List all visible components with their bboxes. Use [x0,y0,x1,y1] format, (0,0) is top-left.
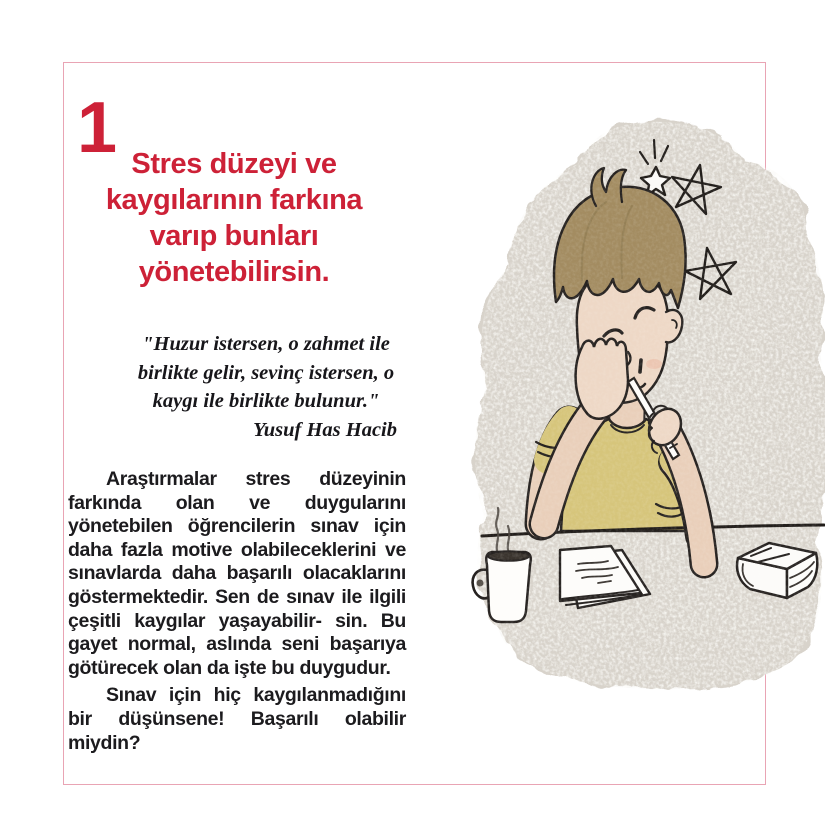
body-text [68,468,406,759]
page-title-line: kaygılarının farkına [105,184,363,216]
page-title-line: Stres düzeyi ve [131,148,337,180]
illustration-worried-student [470,112,825,694]
page-title-line: yönetebilirsin. [138,256,330,288]
quote-line: kaygı ile birlikte bulunur." [152,390,380,412]
quote-line: birlikte gelir, sevinç istersen, o [137,361,395,384]
page-title [75,146,393,290]
quote-attribution: Yusuf Has Hacib [253,418,397,441]
paragraph: Araştırmalar stres düzeyinin farkında olan ve duygularını yönetebilen öğrencilerin sınav için daha fazla motive olabileceklerini ve sınavlarda daha başarılı olacaklarını göstermektedir. Sen de sınav ile ilgili çeşitli kaygılar yaşayabilir- sin. Bu gayet normal, aslında seni başarıya götürecek olan da işte bu duygudur. [68,468,406,679]
page-title-line: varıp bunları [149,220,319,252]
paragraph: Sınav için hiç kaygılanmadığını bir düşünsene! Başarılı olabilir miydin? [68,684,406,754]
quote-block [121,330,411,444]
quote-line: "Huzur istersen, o zahmet ile [142,333,390,355]
section-number: 1 [77,88,115,168]
